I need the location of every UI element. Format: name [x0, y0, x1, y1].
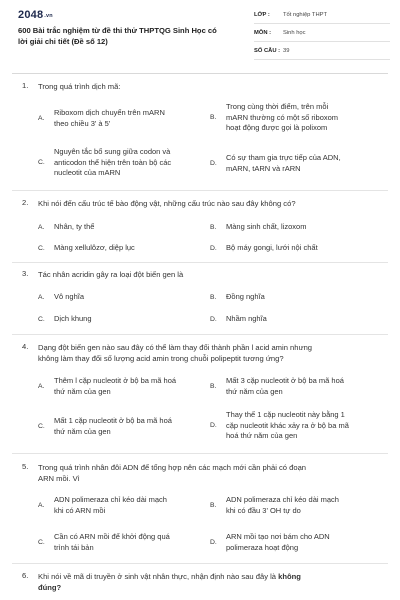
document-header: [0, 0, 400, 70]
question-divider: [12, 563, 388, 564]
option-b[interactable]: [210, 376, 388, 400]
option-line: mARN thường có một số riboxom: [226, 112, 339, 122]
meta-label: MÔN :: [254, 30, 272, 36]
option-c[interactable]: [38, 314, 198, 326]
option-line: ARN mồi tạo nơi bám cho ADN: [226, 532, 330, 541]
option-text: Màng xellulôzơ, diệp lục: [54, 243, 135, 252]
option-d[interactable]: [210, 243, 388, 255]
option-line: Có sự tham gia trực tiếp của ADN,: [226, 153, 341, 162]
option-c[interactable]: [38, 532, 208, 556]
question-text: [38, 462, 384, 484]
option-text: [54, 416, 172, 437]
question-divider: [12, 453, 388, 454]
question-number: 6.: [22, 571, 29, 580]
option-letter: C.: [38, 539, 45, 546]
question-divider: [12, 334, 388, 335]
question-line: ARN mồi. Vì: [38, 474, 80, 483]
option-line: Thay thế 1 cặp nucleotit này bằng 1: [226, 410, 345, 419]
option-letter: B.: [210, 224, 217, 231]
option-letter: A.: [38, 383, 45, 390]
option-text: Nhầm nghĩa: [226, 314, 267, 323]
question-line: [38, 571, 384, 582]
option-letter: D.: [210, 539, 217, 546]
option-text: [226, 153, 341, 174]
option-text: [226, 102, 338, 134]
meta-label: LỚP :: [254, 12, 270, 18]
question-divider: [12, 190, 388, 191]
emphasis-text: không: [278, 572, 301, 581]
logo-main: 2048: [18, 9, 44, 21]
option-line: hoá thứ năm của gen: [226, 431, 298, 440]
option-letter: C.: [38, 316, 45, 323]
option-d[interactable]: [210, 410, 388, 444]
option-a[interactable]: [38, 108, 198, 132]
option-text: [226, 532, 330, 553]
option-line: ADN polimeraza chỉ kéo dài mạch: [226, 495, 339, 504]
option-letter: D.: [210, 245, 217, 252]
option-a[interactable]: [38, 495, 208, 519]
question-line: Dạng đột biến gen nào sau đây có thể làm thay đổi thành phần l acid amin nhưng: [38, 343, 313, 352]
meta-label: SỐ CÂU :: [254, 48, 281, 54]
option-text: [54, 147, 171, 179]
option-letter: B.: [210, 294, 217, 301]
option-text: Màng sinh chất, lizoxom: [226, 222, 307, 231]
option-c[interactable]: [38, 416, 208, 440]
question-text: Khi nói đến cấu trúc tế bào động vật, những cấu trúc nào sau đây không có?: [38, 199, 296, 208]
option-line: Mất 1 cặp nucleotit ở bộ ba mã hoá: [54, 416, 172, 425]
option-letter: D.: [210, 160, 217, 167]
option-line: hoạt động được gọi là polixom: [226, 123, 328, 132]
meta-value: Sinh học: [283, 30, 306, 36]
option-line: theo chiều 3' à 5': [54, 118, 111, 128]
option-line: Riboxom dịch chuyển trên mARN: [54, 108, 165, 117]
question-line: [38, 582, 384, 593]
emphasis-text: đúng?: [38, 583, 62, 592]
option-letter: B.: [210, 383, 217, 390]
question-number: 5.: [22, 462, 29, 471]
option-line: anticodon thể hiện trên toàn bộ các: [54, 157, 172, 167]
option-text: [54, 532, 170, 553]
option-text: Dịch khung: [54, 314, 92, 323]
option-letter: D.: [210, 422, 217, 429]
option-line: khi có ARN mồi: [54, 505, 106, 515]
option-letter: A.: [38, 115, 45, 122]
option-c[interactable]: [38, 243, 198, 255]
option-line: trình tái bản: [54, 542, 94, 552]
option-text: [226, 376, 344, 397]
option-line: khi có đầu 3' OH tự do: [226, 505, 301, 515]
option-d[interactable]: [210, 314, 388, 326]
option-line: mARN, tARN và rARN: [226, 163, 301, 173]
question-text: Tác nhân acridin gây ra loại đột biến gen là: [38, 270, 184, 279]
option-text: [54, 376, 176, 397]
question-text: [38, 342, 384, 364]
question-line: không làm thay đổi số lượng acid amin trong chuỗi polipeptit tương ứng?: [38, 354, 284, 363]
question-text: Trong quá trình dịch mã:: [38, 82, 121, 91]
option-letter: C.: [38, 423, 45, 430]
option-b[interactable]: [210, 292, 388, 304]
document-title: 600 Bài trắc nghiệm từ đề thi thử THPTQG Sinh Học có lời giải chi tiết (Đề số 12): [18, 26, 217, 46]
option-a[interactable]: [38, 292, 198, 304]
option-a[interactable]: [38, 376, 208, 400]
option-letter: C.: [38, 245, 45, 252]
option-b[interactable]: [210, 102, 388, 136]
option-letter: B.: [210, 502, 217, 509]
document-meta: [254, 9, 390, 63]
option-d[interactable]: [210, 532, 388, 556]
question-number: 3.: [22, 269, 29, 278]
option-letter: D.: [210, 316, 217, 323]
question-text: [38, 571, 384, 593]
option-line: Thêm l cặp nucleotit ở bộ ba mã hoá: [54, 376, 177, 385]
option-letter: C.: [38, 159, 45, 166]
option-text: Đồng nghĩa: [226, 292, 265, 301]
option-letter: B.: [210, 114, 217, 121]
meta-value: 39: [283, 48, 290, 54]
header-divider: [12, 73, 388, 74]
option-line: Cần có ARN mồi để khởi động quá: [54, 532, 170, 541]
option-line: thứ năm của gen: [226, 386, 283, 396]
question-number: 4.: [22, 342, 29, 351]
option-a[interactable]: [38, 222, 198, 234]
question-line: Trong quá trình nhân đôi ADN để tổng hợp nên các mạch mới cần phải có đoạn: [38, 463, 307, 472]
question-number: 1.: [22, 81, 29, 90]
option-text: [54, 495, 167, 516]
option-text: [226, 410, 349, 442]
question-divider: [12, 262, 388, 263]
option-letter: A.: [38, 224, 45, 231]
option-line: Mất 3 cặp nucleotit ở bộ ba mã hoá: [226, 376, 344, 385]
site-logo[interactable]: [18, 9, 53, 21]
option-text: Nhân, ty thể: [54, 222, 95, 231]
option-letter: A.: [38, 294, 45, 301]
option-d[interactable]: [210, 153, 388, 177]
option-b[interactable]: [210, 495, 388, 519]
option-line: ADN polimeraza chỉ kéo dài mạch: [54, 495, 167, 504]
option-line: thứ năm của gen: [54, 386, 111, 396]
option-line: nucleotit của mARN: [54, 168, 121, 177]
option-line: Nguyên tắc bổ sung giữa codon và: [54, 147, 171, 156]
meta-row-class: [254, 9, 390, 24]
option-c[interactable]: [38, 147, 208, 181]
option-line: thứ năm của gen: [54, 426, 111, 436]
option-text: Vô nghĩa: [54, 292, 85, 301]
option-letter: A.: [38, 502, 45, 509]
logo-tld: .vn: [44, 13, 53, 19]
question-line-text: Khi nói về mã di truyền ở sinh vật nhân thực, nhận định nào sau đây là: [38, 572, 277, 581]
question-number: 2.: [22, 198, 29, 207]
option-text: [54, 108, 165, 129]
meta-row-subject: [254, 27, 390, 42]
option-line: polimeraza hoạt động: [226, 542, 299, 552]
option-text: [226, 495, 339, 516]
option-line: Trong cùng thời điểm, trên mỗi: [226, 102, 329, 111]
meta-value: Tốt nghiệp THPT: [283, 12, 328, 18]
option-line: cặp nucleotit khác xảy ra ở bộ ba mã: [226, 420, 349, 430]
option-b[interactable]: [210, 222, 388, 234]
option-text: Bộ máy gongi, lưới nội chất: [226, 243, 318, 252]
meta-row-count: [254, 45, 390, 60]
